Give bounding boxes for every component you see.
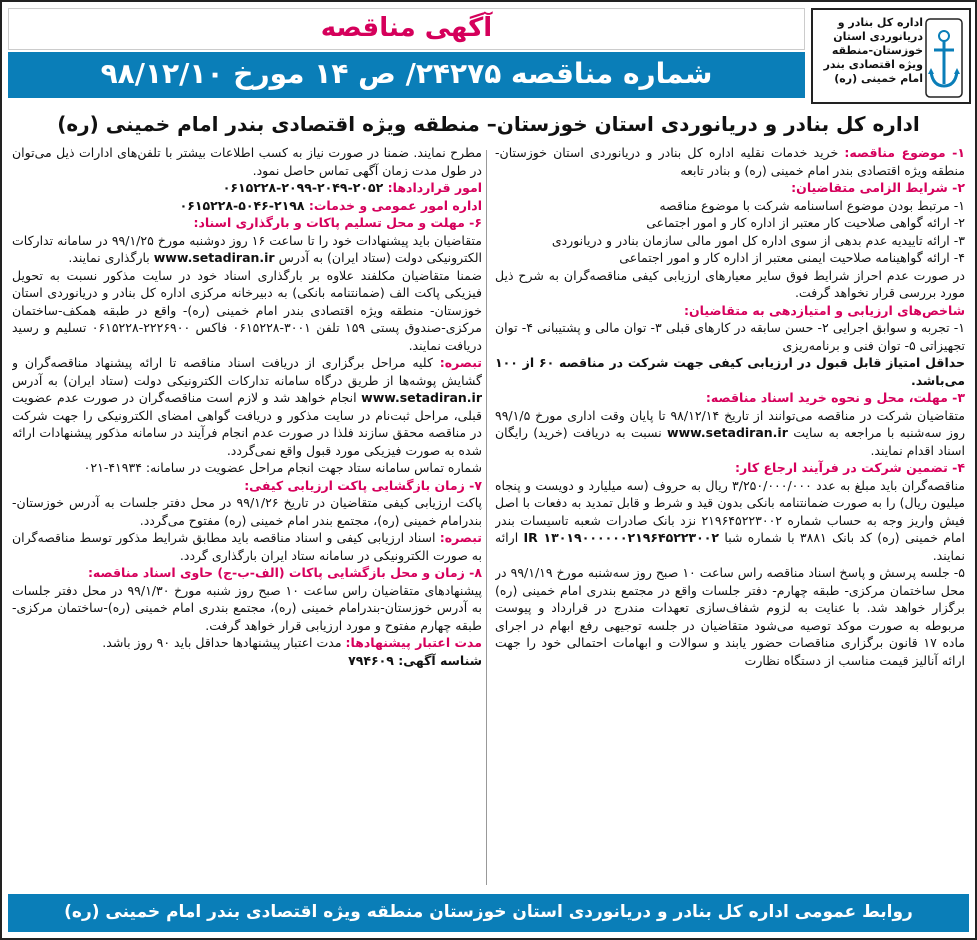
note-electronic — [12, 354, 482, 459]
section-heading: ۶- مهلت و محل تسلیم پاکات و بارگذاری اسناد: — [193, 215, 482, 230]
footer-text: روابط عمومی اداره کل بنادر و دریانوردی استان خوزستان منطقه ویژه اقتصادی بندر امام خمینی (ره) — [64, 902, 913, 922]
section-heading: ۱- موضوع مناقصه: — [844, 145, 965, 160]
setadiran-link[interactable]: www.setadiran.ir — [667, 425, 788, 440]
notice-body — [12, 144, 965, 889]
logo-line: اداره کل بنادر و — [837, 16, 923, 29]
section-text: متقاضیان باید پیشنهادات خود را تا ساعت ۱۶ روز دوشنبه مورخ ۹۹/۱/۲۵ در سامانه تدارکات الکترونیکی دولت (ستاد ایران) به آدرس — [12, 232, 482, 265]
setadiran-link[interactable]: www.setadiran.ir — [361, 390, 482, 405]
envelope-opening: پیشنهادهای متقاضیان راس ساعت ۱۰ صبح روز شنبه مورخ ۹۹/۱/۳۰ در محل دفتر جلسات به آدرس خوزستان-بندرامام خمینی (ره)، مجتمع بندری امام خمینی (ره)-ساختمان مرکزی-طبقه چهارم مفتوح و مورد ارزیابی قرار خواهد گرفت. — [12, 582, 482, 633]
requirement-item: ۳- ارائه تاییدیه عدم بدهی از سوی اداره کل امور مالی سازمان بنادر و دریانوردی — [551, 232, 965, 248]
quality-opening: پاکت ارزیابی کیفی متقاضیان در تاریخ ۹۹/۱/۲۶ در محل دفتر جلسات به آدرس خوزستان-بندرامام خمینی (ره)، مجتمع بندر امام خمینی (ره) مفتوح می‌گردد. — [12, 495, 482, 528]
section-heading: ۷- زمان بازگشایی پاکت ارزیابی کیفی: — [244, 477, 482, 493]
note-heading: تبصره: — [439, 530, 482, 545]
section-heading: ۳- مهلت، محل و نحوه خرید اسناد مناقصه: — [705, 390, 965, 405]
logo-line: امام خمینی (ره) — [834, 72, 923, 85]
section-text: ارائه نمایند. — [495, 530, 965, 563]
title-band — [8, 8, 805, 50]
section-heading: امور قراردادها: — [387, 180, 482, 195]
right-column — [495, 144, 965, 889]
phone-number: ۲۰۵۲-۲۰۴۹-۲۰۹۹-۰۶۱۵۲۲۸ — [222, 180, 388, 195]
requirement-item: ۱- مرتبط بودن موضوع اساسنامه شرکت با موضوع مناقصه — [659, 197, 965, 213]
section-text: بارگذاری نمایند. — [68, 250, 154, 265]
logo-line: خوزستان-منطقه — [831, 44, 923, 57]
notice-title: آگهی مناقصه — [320, 13, 493, 43]
submission-deadline — [12, 232, 482, 267]
section-text: کلیه مراحل برگزاری از دریافت اسناد مناقصه تا ارائه پیشنهاد مناقصه‌گران و گشایش پوشه‌ها از طریق درگاه سامانه تدارکات الکترونیکی دولت (ستاد ایران) به آدرس — [12, 355, 482, 388]
minimum-score: حداقل امتیاز قابل قبول در ارزیابی کیفی جهت شرکت در مناقصه ۶۰ از ۱۰۰ می‌باشد. — [495, 355, 965, 388]
requirement-item: ۴- ارائه گواهینامه صلاحیت ایمنی معتبر از اداره کار و امور اجتماعی — [619, 250, 965, 265]
guarantee-text — [495, 477, 965, 565]
note-upload — [12, 529, 482, 564]
evaluation-criteria: ۱- تجربه و سوابق اجرایی ۲- حسن سابقه در کارهای قبلی ۳- توان مالی و پشتیبانی ۴- توان تجهیزاتی ۵- توان فنی و برنامه‌ریزی — [495, 320, 965, 353]
section-heading: اداره امور عمومی و خدمات: — [308, 197, 482, 213]
tender-number-bar — [8, 52, 805, 98]
notice-id: شناسه آگهی: ۷۹۴۶۰۹ — [348, 652, 482, 668]
organization-title: اداره کل بنادر و دریانوردی استان خوزستان– منطقه ویژه اقتصادی بندر امام خمینی (ره) — [57, 112, 920, 136]
note-heading: تبصره: — [439, 355, 482, 370]
section-text: نسبت به دریافت (خرید) رایگان اسناد اقدام نمایند. — [495, 425, 965, 458]
section-text: متقاضیان شرکت در مناقصه می‌توانند از تاریخ ۹۸/۱۲/۱۴ تا پایان وقت اداری مورخ ۹۹/۱/۵ روز سه‌شنبه با مراجعه به سایت — [495, 407, 965, 440]
document-purchase — [495, 407, 965, 460]
section-heading: ۴- تضمین شرکت در فرآیند ارجاع کار: — [734, 460, 965, 475]
contact-intro: مطرح نمایند. ضمنا در صورت نیاز به کسب اطلاعات بیشتر با تلفن‌های ادارات ذیل می‌توان در طول مدت زمان آگهی تماس حاصل نمود. — [12, 145, 482, 178]
section-text: مناقصه‌گران باید مبلغ به عدد ۳/۲۵۰/۰۰۰/۰۰۰ ریال به حروف (سه میلیارد و دویست و پنجاه میلیون ریال) را به صورت ضمانتنامه بانکی بدون قید و شرط و قابل تمدید به دفعات با اصل فیش واریز وجه به حساب شماره ۲۱۹۶۴۵۲۲۳۰۰۲ نزد بانک صادرات شعبه تاسیسات بندر امام خمینی (ره) کد بانک ۳۸۸۱ با شماره شبا — [495, 477, 965, 545]
section-text: خرید خدمات نقلیه اداره کل بنادر و دریانوردی استان خوزستان-منطقه ویژه اقتصادی بندر امام خمینی (ره) و بنادر تابعه — [495, 145, 965, 178]
section-text: اسناد ارزیابی کیفی و اسناد مناقصه باید مطابق شرایط مذکور توسط مناقصه‌گران به صورت الکترونیکی در سامانه ستاد ایران بارگذاری گردد. — [12, 530, 482, 563]
left-column — [12, 144, 482, 889]
contracts-phone — [12, 179, 482, 197]
organization-logo — [811, 8, 971, 104]
logo-line: ویژه اقتصادی بندر — [823, 58, 923, 71]
briefing-session: ۵- جلسه پرسش و پاسخ اسناد مناقصه راس ساعت ۱۰ صبح روز سه‌شنبه مورخ ۹۹/۱/۱۹ در محل ساختمان مرکزی- طبقه چهارم- دفتر جلسات واقع در مجتمع بندری امام خمینی (ره) برگزار خواهد شد. با عنایت به لزوم شفاف‌سازی تعهدات مندرج در قرارداد و پیوست مربوطه به صورت موکد توصیه می‌شود متقاضیان در جلسه توجیهی رفع ابهام در اجرای ماده ۱۷ قانون برگزاری مناقصات حضور یابند و سوالات و ابهامات احتمالی خود را جهت ارائه آنالیز قیمت مناسب از دستگاه نظارت — [495, 565, 965, 668]
header — [8, 8, 971, 108]
section-subject — [495, 144, 965, 179]
section-text: مدت اعتبار پیشنهادها حداقل باید ۹۰ روز باشد. — [102, 635, 346, 650]
section-heading: ۲- شرایط الزامی متقاضیان: — [791, 180, 965, 195]
anchor-emblem-icon — [925, 18, 963, 98]
requirement-item: ۲- ارائه گواهی صلاحیت کار معتبر از اداره کار و امور اجتماعی — [646, 215, 965, 230]
section-heading: مدت اعتبار پیشنهادها: — [345, 635, 482, 650]
section-heading: شاخص‌های ارزیابی و امتیازدهی به متقاضیان: — [684, 302, 965, 318]
services-phone — [12, 197, 482, 215]
physical-delivery: ضمنا متقاضیان مکلفند علاوه بر بارگذاری اسناد خود در سایت مذکور نسبت به تحویل فیزیکی پاکت الف (ضمانتنامه بانکی) به دبیرخانه مرکزی اداره کل بنادر و دریانوردی استان خوزستان- منطقه ویژه اقتصادی بندر امام خمینی (ره)- واقع در طبقه همکف-ساختمان مرکزی-صندوق پستی ۱۵۹ تلفن ۳۰۰۱-۰۶۱۵۲۲۸ فاکس ۲۲۲۶۹۰۰-۰۶۱۵۲۲۸ تسلیم و رسید دریافت نمایند. — [12, 267, 482, 353]
logo-line: دریانوردی استان — [833, 30, 923, 43]
iban-number: IR ۱۳۰۱۹۰۰۰۰۰۰۲۱۹۶۴۵۲۲۳۰۰۲ — [523, 530, 720, 545]
section-text: انجام خواهد شد و لازم است مناقصه‌گران در صورت عدم عضویت قبلی، مراحل ثبت‌نام در سایت مذکور و دریافت گواهی امضای الکترونیکی را جهت شرکت در مناقصه محقق سازند فلذا در صورت عدم انجام فرآیند در سامانه مذکور پیشنهادات ارائه شده به صورت فیزیکی مورد قبول واقع نمی‌گردد. — [12, 390, 482, 458]
requirement-note: در صورت عدم احراز شرایط فوق سایر معیارهای ارزیابی کیفی مناقصه‌گران به شرح ذیل مورد بررسی قرار نخواهد گرفت. — [495, 267, 965, 300]
tender-number: شماره مناقصه ۲۴۲۷۵/ ص ۱۴ مورخ ۹۸/۱۲/۱۰ — [100, 57, 713, 90]
section-heading: ۸- زمان و محل بازگشایی پاکات (الف-ب-ج) حاوی اسناد مناقصه: — [87, 565, 482, 580]
validity-period — [12, 634, 482, 652]
footer-bar — [8, 894, 969, 932]
setad-contact: شماره تماس سامانه ستاد جهت انجام مراحل عضویت در سامانه: ۴۱۹۳۴-۰۲۱ — [83, 460, 482, 475]
phone-number: ۲۱۹۸-۵۰۴۶-۰۶۱۵۲۲۸ — [179, 197, 309, 213]
setadiran-link[interactable]: www.setadiran.ir — [153, 250, 275, 265]
logo-text — [815, 16, 923, 86]
